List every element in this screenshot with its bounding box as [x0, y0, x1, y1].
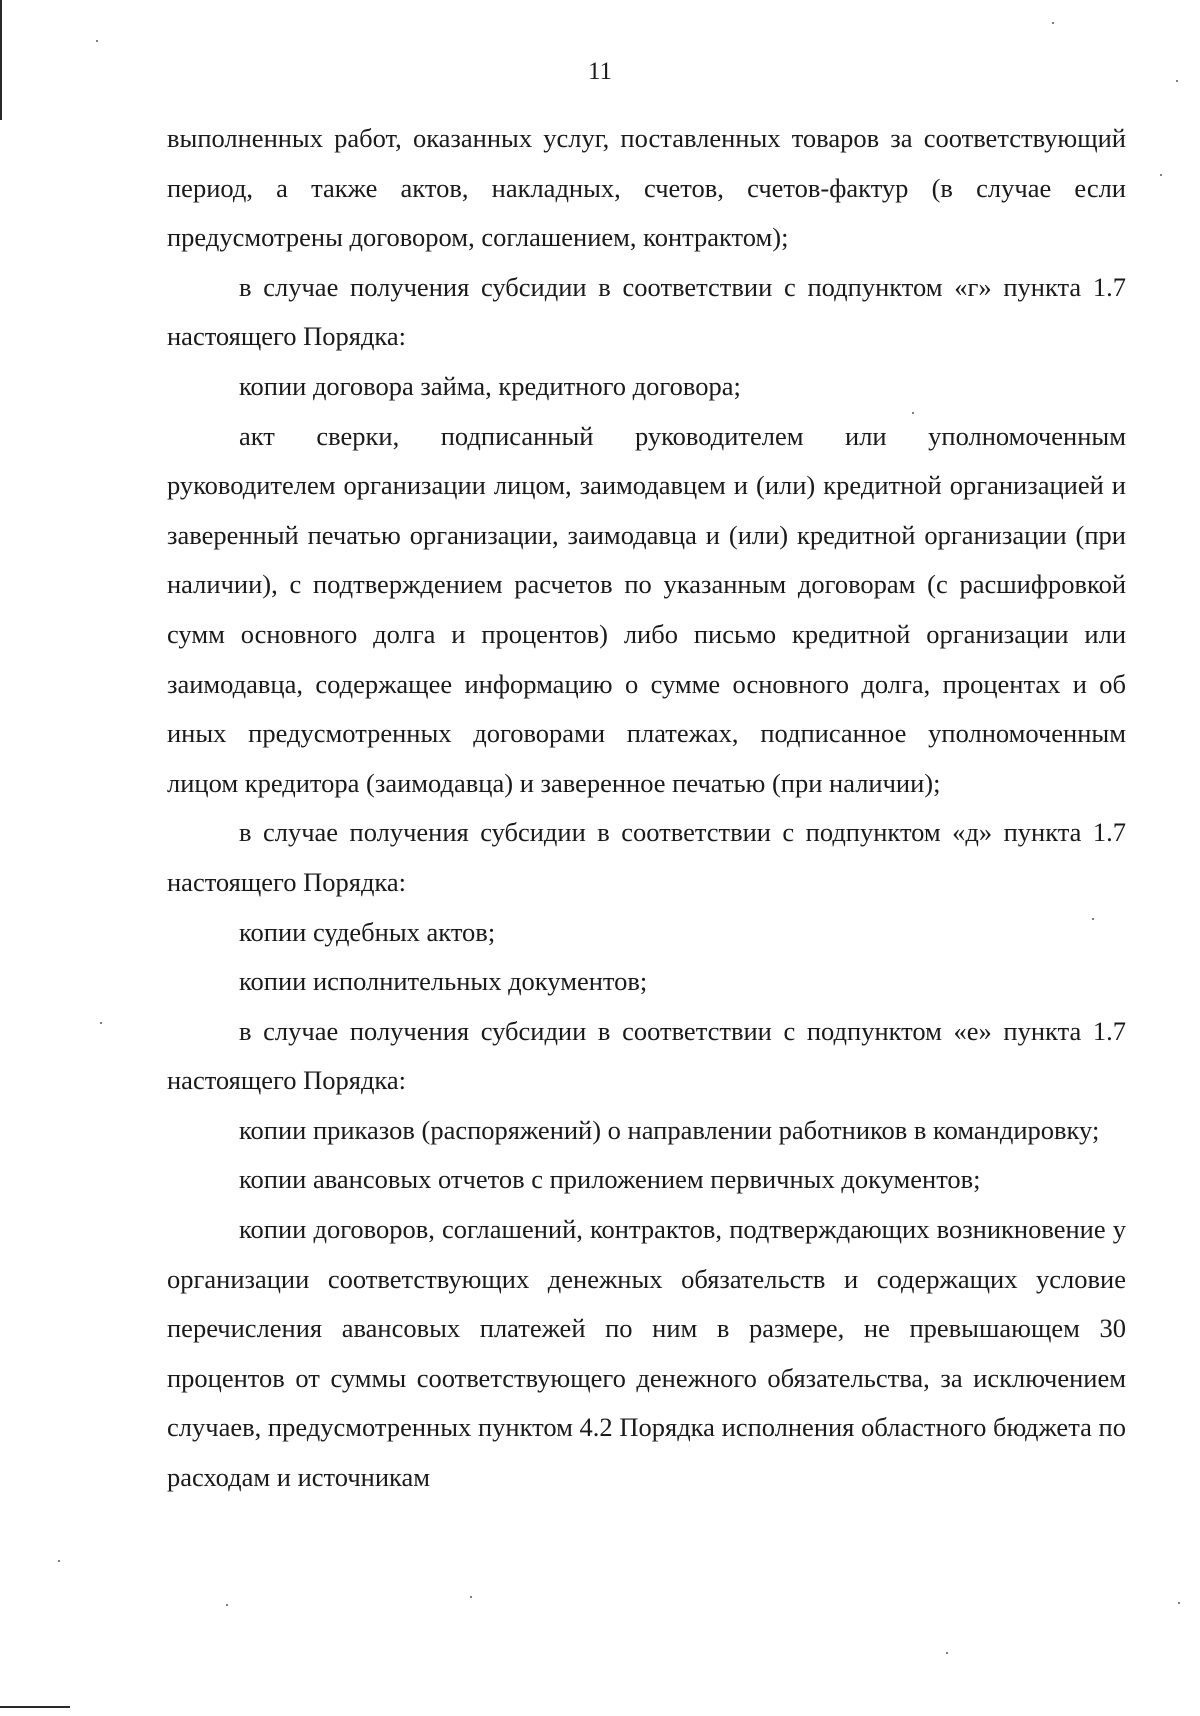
scan-speck	[1178, 1602, 1180, 1604]
paragraph-subsidy-e: в случае получения субсидии в соответствии с подпунктом «е» пункта 1.7 настоящего Порядка:	[167, 1015, 1126, 1096]
page-number: 11	[587, 58, 613, 85]
paragraph-executive-documents: копии исполнительных документов;	[239, 966, 648, 997]
scan-speck	[470, 1596, 472, 1598]
paragraph-subsidy-d: в случае получения субсидии в соответствии с подпунктом «д» пункта 1.7 настоящего Порядка:	[167, 817, 1126, 897]
paragraph-travel-orders: копии приказов (распоряжений) о направлении работников в командировку;	[239, 1114, 1100, 1145]
scan-speck	[1160, 174, 1162, 176]
paragraph-subsidy-g: в случае получения субсидии в соответствии с подпунктом «г» пункта 1.7 настоящего Порядка:	[167, 271, 1126, 352]
scan-speck	[946, 1652, 948, 1654]
scan-speck	[96, 40, 98, 42]
scan-edge-bottom	[0, 1706, 70, 1708]
paragraph-reconciliation-act: акт сверки, подписанный руководителем или уполномоченным руководителем организации лицом, заимодавцем и (или) кредитной организацией и заверенный печатью организации, заимодавца и (или) кредитной организации (при наличии), с подтверждением расчетов по указанным договорам (с расшифровкой сумм основного долга и процентов) либо письмо кредитной организации или заимодавца, содержащее информацию о сумме основного долга, процентах и об иных предусмотренных договорами платежах, подписанное уполномоченным лицом кредитора (заимодавца) и заверенное печатью (при наличии);	[167, 420, 1126, 798]
document-body	[167, 114, 1126, 1503]
paragraph-contract-copies: копии договоров, соглашений, контрактов, подтверждающих возникновение у организации соответствующих денежных обязательств и содержащих условие перечисления авансовых платежей по ним в размере, не превышающем 30 процентов от суммы соответствующего денежного обязательства, за исключением случаев, предусмотренных пунктом 4.2 Порядка исполнения областного бюджета по расходам и источникам	[167, 1214, 1126, 1493]
scan-speck	[226, 1604, 228, 1606]
paragraph-advance-reports: копии авансовых отчетов с приложением первичных документов;	[239, 1164, 981, 1195]
paragraph-continuation: выполненных работ, оказанных услуг, поставленных товаров за соответствующий период, а также актов, накладных, счетов, счетов-фактур (в случае если предусмотрены договором, соглашением, контрактом);	[167, 123, 1126, 253]
scan-speck	[58, 1560, 60, 1562]
scan-speck	[1052, 22, 1054, 24]
scan-speck	[100, 1022, 102, 1024]
paragraph-loan-copies: копии договора займа, кредитного договора;	[239, 370, 741, 401]
paragraph-court-acts: копии судебных актов;	[239, 916, 496, 947]
